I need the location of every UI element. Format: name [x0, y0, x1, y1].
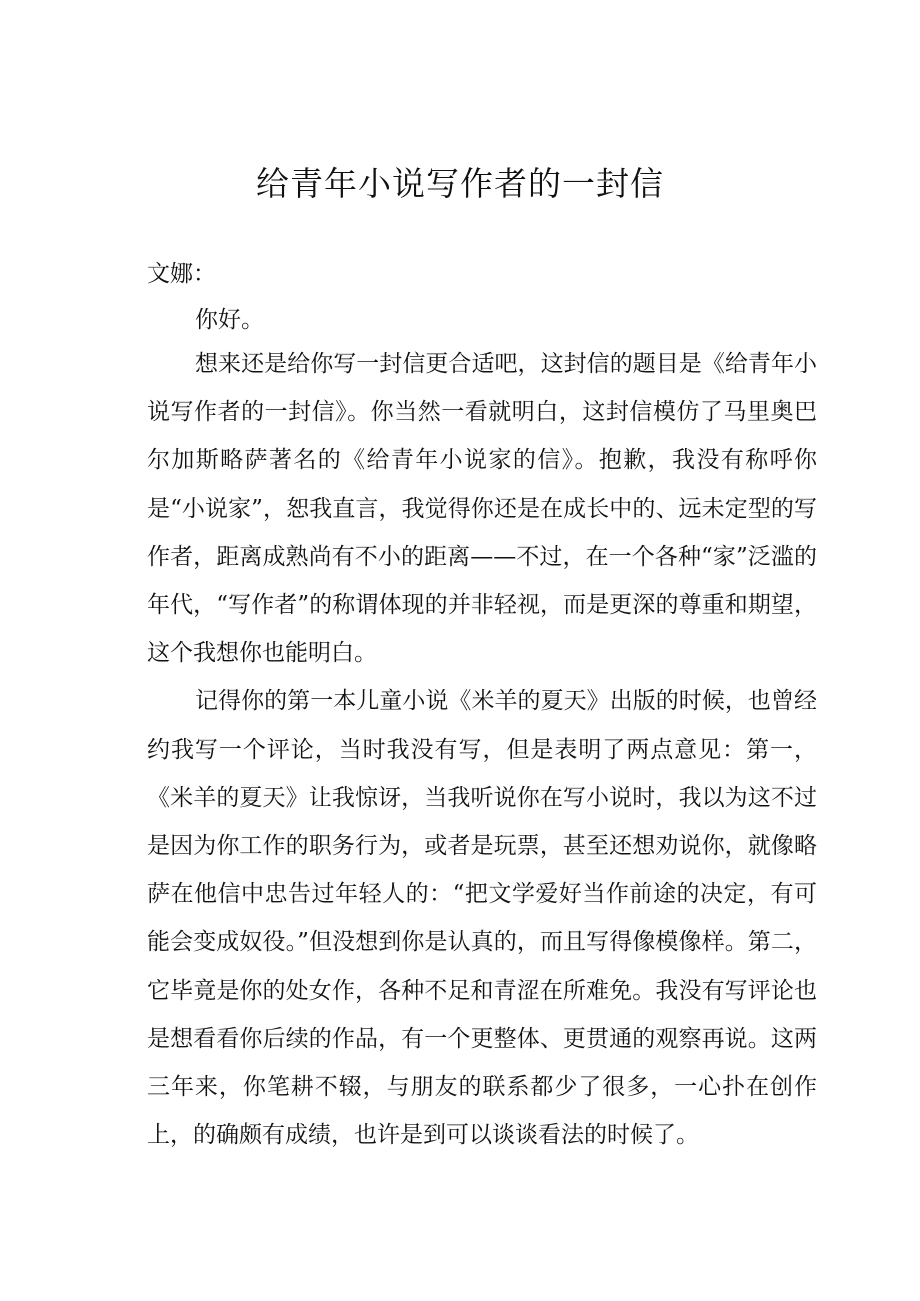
document-title: 给青年小说写作者的一封信 — [256, 164, 664, 203]
letter-body — [147, 340, 817, 1159]
body-paragraph: 记得你的第一本儿童小说《米羊的夏天》出版的时候，也曾经约我写一个评论，当时我没有写，但是表明了两点意见：第一，《米羊的夏天》让我惊讶，当我听说你在写小说时，我以为这不过是因为你工作的职务行为，或者是玩票，甚至还想劝说你，就像略萨在他信中忠告过年轻人的：“把文学爱好当作前途的决定，有可能会变成奴役。”但没想到你是认真的，而且写得像模像样。第二，它毕竟是你的处女作，各种不足和青涩在所难免。我没有写评论也是想看看你后续的作品，有一个更整体、更贯通的观察再说。这两三年来，你笔耕不辍，与朋友的联系都少了很多，一心扑在创作上，的确颇有成绩，也许是到可以谈谈看法的时候了。 — [147, 688, 817, 1149]
letter-greeting: 你好。 — [195, 307, 264, 333]
letter-salutation: 文娜： — [147, 261, 216, 287]
body-paragraph: 想来还是给你写一封信更合适吧，这封信的题目是《给青年小说写作者的一封信》。你当然一看就明白，这封信模仿了马里奥巴尔加斯略萨著名的《给青年小说家的信》。抱歉，我没有称呼你是“小说家”，恕我直言，我觉得你还是在成长中的、远未定型的写作者，距离成熟尚有不小的距离——不过，在一个各种“家”泛滥的年代，“写作者”的称谓体现的并非轻视，而是更深的尊重和期望，这个我想你也能明白。 — [147, 351, 817, 667]
